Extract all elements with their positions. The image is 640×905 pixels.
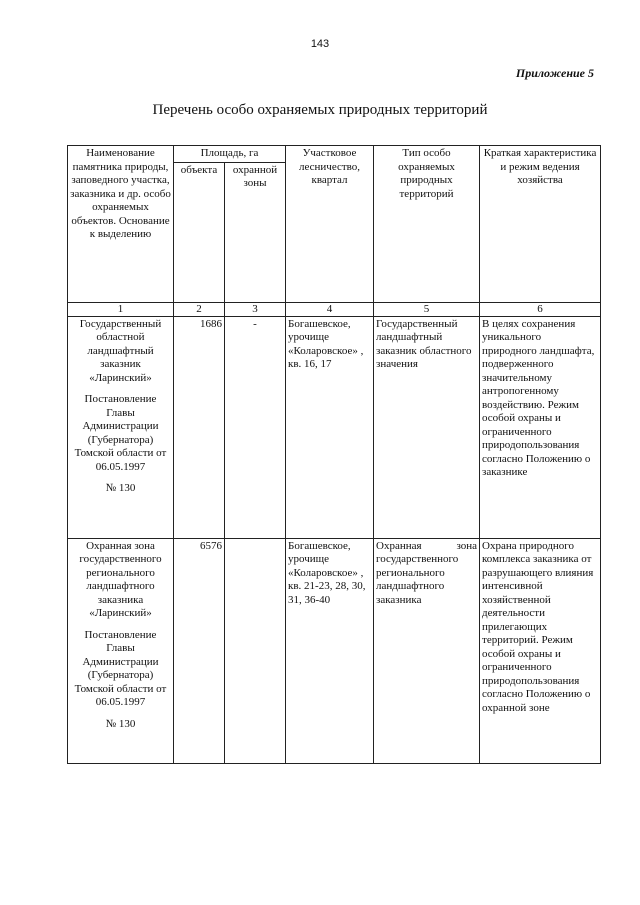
type-cell: Государственный ландшафтный заказник областного значения [374,316,480,538]
basis-number: № 130 [105,717,136,730]
column-number: 2 [174,302,225,316]
type-second-word: зона [456,539,478,552]
appendix-label: Приложение 5 [515,66,594,80]
column-number: 6 [480,302,601,316]
object-name-cell [68,538,174,763]
column-number: 5 [374,302,480,316]
basis-document: Постановление Главы Администрации (Губернатора) Томской области от 06.05.1997 [74,393,167,473]
column-number: 3 [225,302,286,316]
protected-areas-table [67,145,601,764]
header-type: Тип особо охраняемых природных территорий [374,146,480,303]
basis-number: № 130 [105,482,136,494]
type-first-word: Охранная [376,539,422,552]
area-object-cell: 6576 [174,538,225,763]
object-name-cell [68,316,174,538]
header-area-group: Площадь, га [174,146,286,163]
header-area-object: объекта [174,162,225,302]
column-number-row [68,302,601,316]
area-buffer-cell [225,538,286,763]
header-area-buffer: охранной зоны [225,162,286,302]
table-row [68,538,601,763]
column-number: 1 [68,302,174,316]
area-buffer-cell: - [225,316,286,538]
object-name: Охранная зона государственного регионального ландшафтного заказника «Ларинский» [79,539,162,619]
header-forestry: Участковое лесничество, квартал [286,146,374,303]
column-number: 4 [286,302,374,316]
header-description: Краткая характеристика и режим ведения хозяйства [480,146,601,303]
description-cell: Охрана природного комплекса заказника от разрушающего влияния интенсивной хозяйственной деятельности прилегающих территорий. Режим особой охраны и ограниченного природопользования согласно Положению о охранной зоне [480,538,601,763]
area-object-cell: 1686 [174,316,225,538]
type-first-line [376,540,477,554]
header-name: Наименование памятника природы, заповедного участка, заказника и др. особо охраняемых объектов. Основание к выделению [68,146,174,303]
object-name: Государственный областной ландшафтный заказник «Ларинский» [79,317,162,384]
forestry-cell: Богашевское, урочище «Коларовское» , кв. 16, 17 [286,316,374,538]
header-row-1 [68,146,601,163]
document-title: Перечень особо охраняемых природных территорий [152,102,488,118]
page-number: 143 [310,38,330,50]
description-cell: В целях сохранения уникального природного ландшафта, подверженного значительному антропогенному воздействию. Режим особой охраны и ограниченного природопользования согласно Положению о заказнике [480,316,601,538]
basis-document: Постановление Главы Администрации (Губернатора) Томской области от 06.05.1997 [74,628,167,708]
table-row [68,316,601,538]
type-cell [374,538,480,763]
type-rest: государственного регионального ландшафтного заказника [376,553,459,606]
forestry-cell: Богашевское, урочище «Коларовское» , кв. 21-23, 28, 30, 31, 36-40 [286,538,374,763]
